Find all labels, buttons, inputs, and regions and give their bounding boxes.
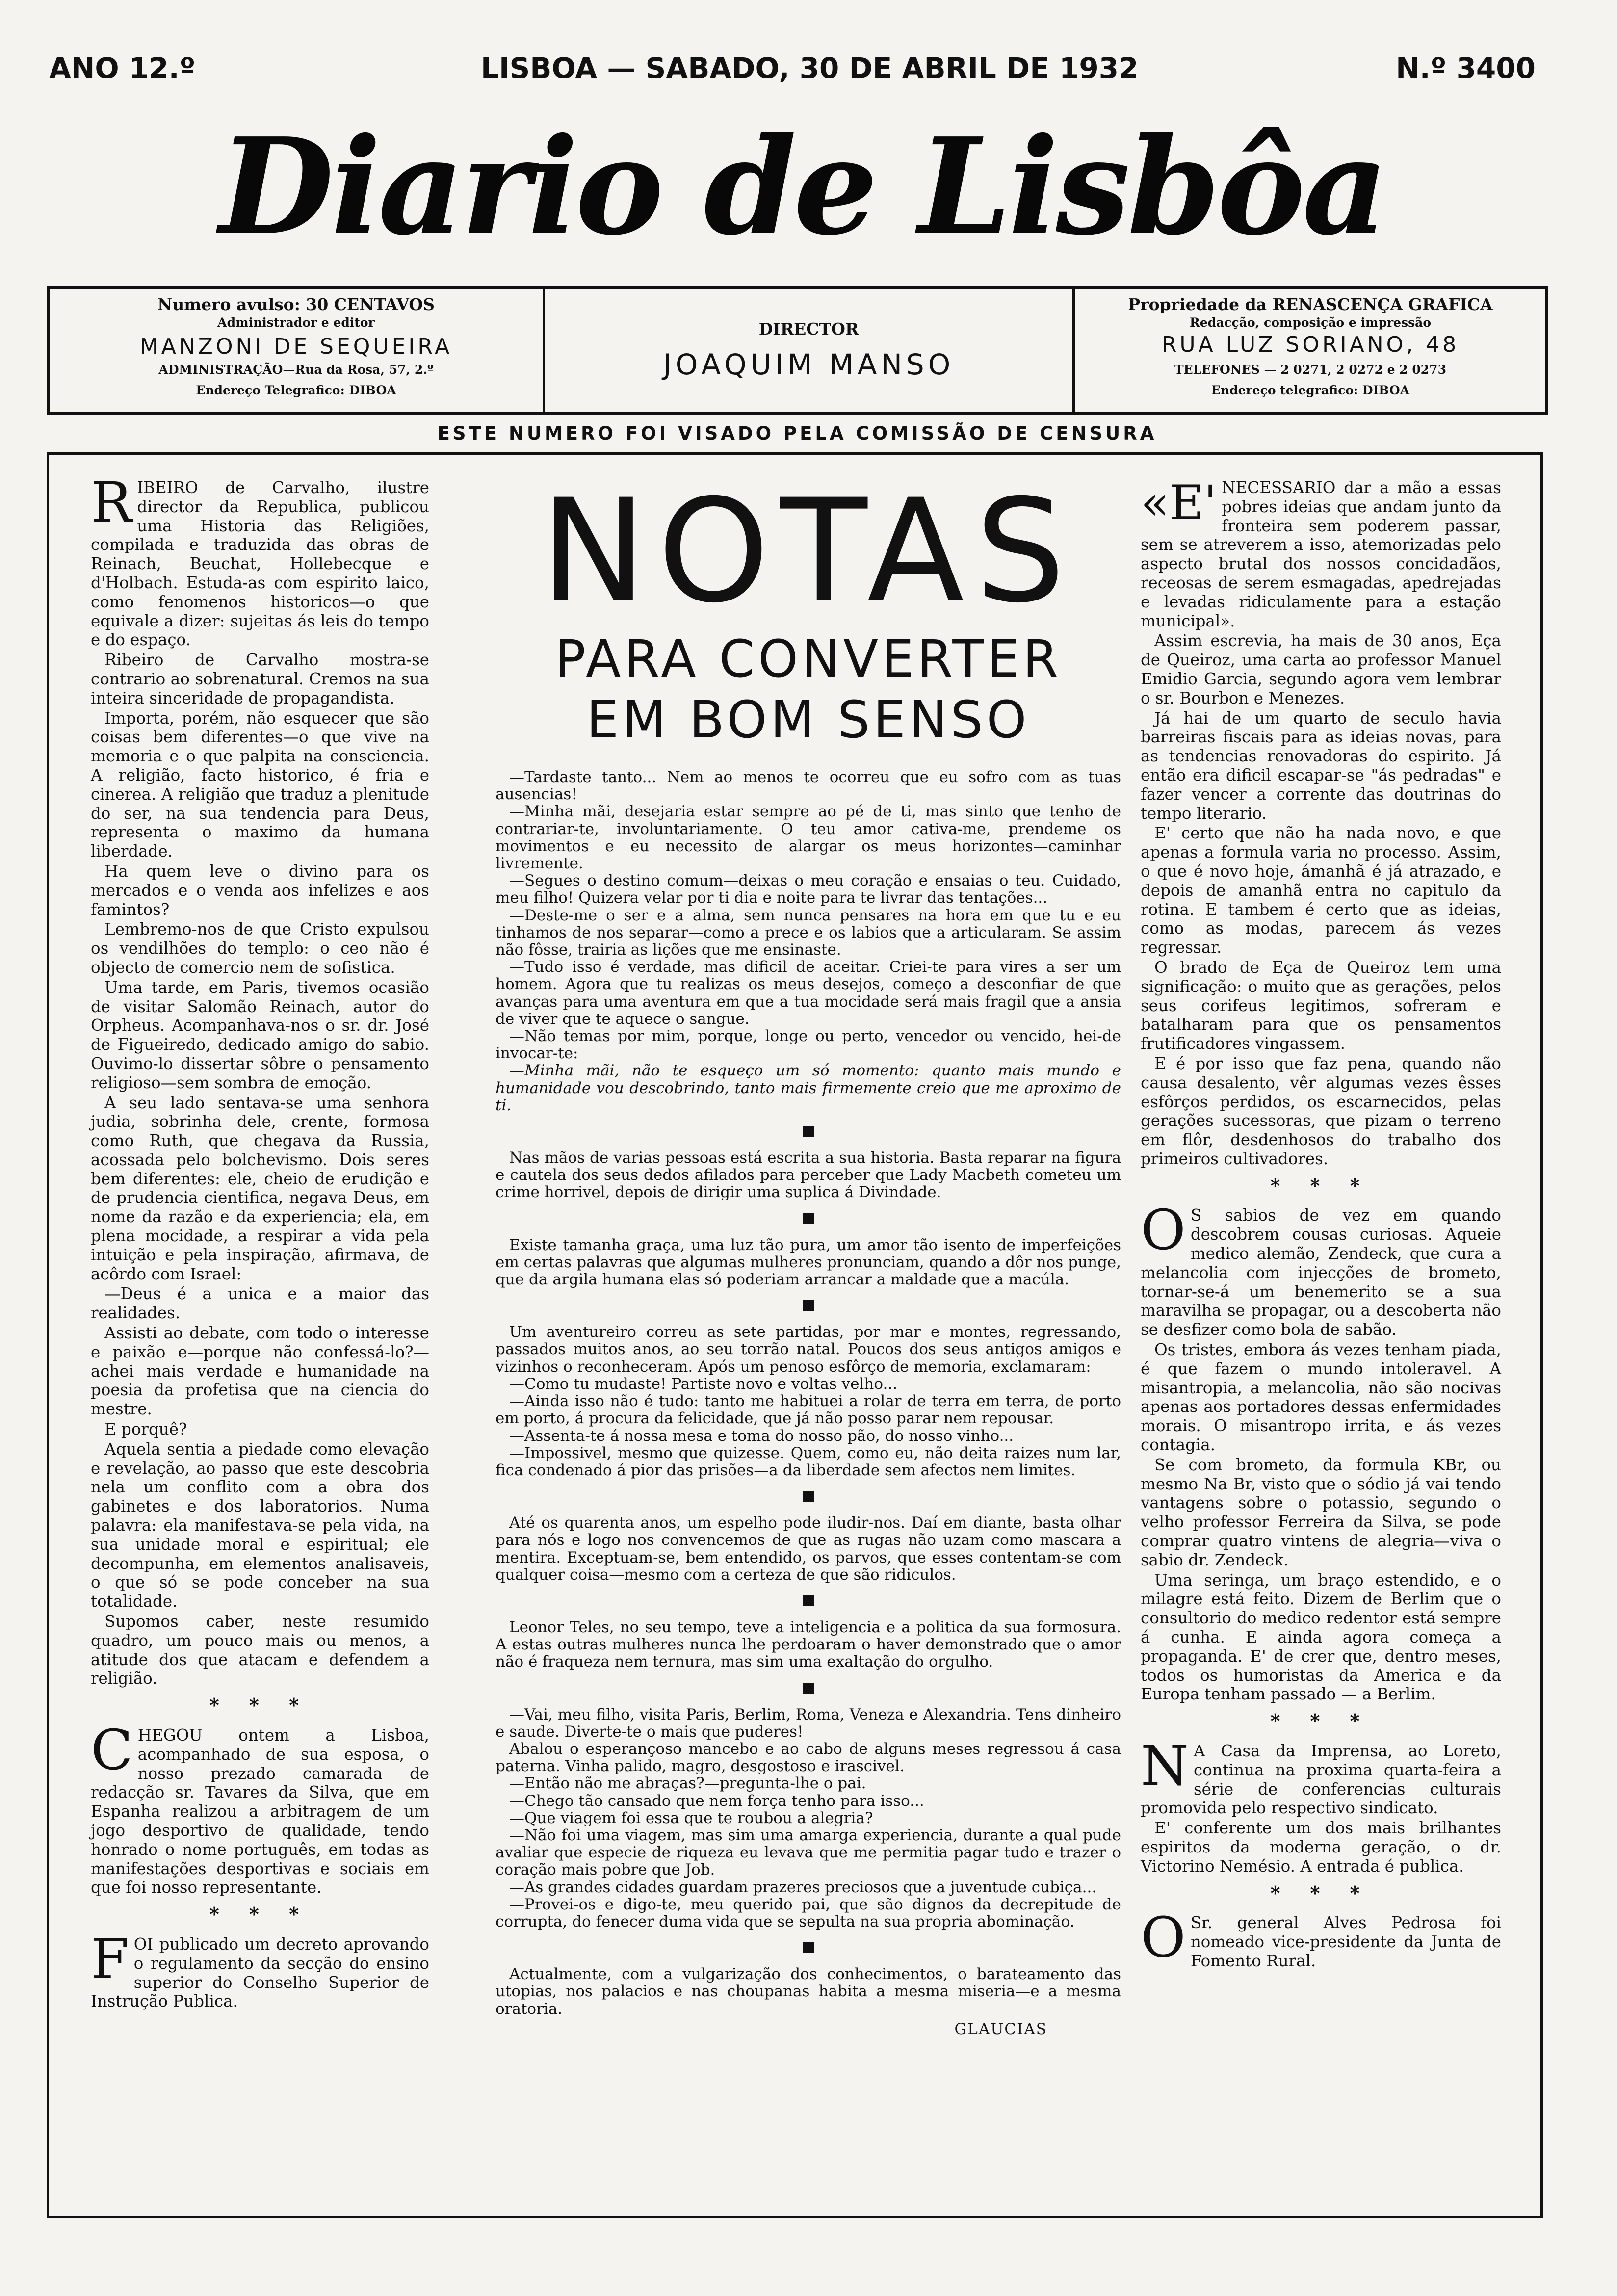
paragraph: Sr. general Alves Pedrosa foi nomeado vice-presidente da Junta de Fomento Rural. xyxy=(1190,1913,1501,1970)
square-separator-icon xyxy=(803,1942,814,1953)
drop-cap: F xyxy=(91,1927,129,1991)
info-left xyxy=(50,289,545,412)
square-separator-icon xyxy=(803,1126,814,1137)
author-signature: GLAUCIAS xyxy=(954,2020,1047,2038)
paragraph: —Minha mãi, não te esqueço um só momento: quanto mais mundo e humanidade vou descobrindo, tanto mais firmemente creio que me aproximo de ti. xyxy=(496,1062,1121,1114)
paragraph: Se com brometo, da formula KBr, ou mesmo Na Br, visto que o sódio já vai tendo vantagens sobre o potassio, segundo o velho professor Ferreira da Silva, se pode comprar quatro vintens de alegria—viva o sabio dr. Zendeck. xyxy=(1141,1455,1501,1569)
paragraph: E porquê? xyxy=(104,1420,187,1439)
paragraph: Abalou o esperançoso mancebo e ao cabo de alguns meses regressou á casa paterna. Vinha palido, magro, desgostoso e irascivel. xyxy=(496,1740,1121,1775)
square-separator-icon xyxy=(803,1491,814,1502)
year-label: ANO 12.º xyxy=(49,52,196,85)
paragraph: Um aventureiro correu as sete partidas, por mar e montes, regressando, passados muitos anos, ao seu torrão natal. Poucos dos seus antigos amigos e vizinhos o reconheceram. Após um penoso esfôrço de memoria, exclamaram: xyxy=(496,1323,1121,1376)
price-line: Numero avulso: 30 CENTAVOS xyxy=(157,295,435,314)
square-separator-icon xyxy=(803,1683,814,1694)
admin-name: MANZONI DE SEQUEIRA xyxy=(139,334,453,359)
square-separator-icon xyxy=(803,1213,814,1224)
paragraph: Existe tamanha graça, uma luz tão pura, um amor tão isento de imperfeições em certas palavras que algumas mulheres pronunciam, quando a dôr nos punge, que da argila humana elas só poderiam arrancar a maldade que a macúla. xyxy=(496,1236,1121,1289)
paragraph: Assim escrevia, ha mais de 30 anos, Eça de Queiroz, uma carta ao professor Manuel Emidio Garcia, segundo agora vem lembrar o sr. Bourbon e Menezes. xyxy=(1141,631,1501,707)
section-separator: * * * xyxy=(209,1903,311,1926)
drop-cap: O xyxy=(1141,1199,1186,1263)
printing-label: Redacção, composição e impressão xyxy=(1189,315,1432,330)
paragraph: —Não temas por mim, porque, longe ou perto, vencedor ou vencido, hei-de invocar-te: xyxy=(496,1027,1121,1063)
paragraph: Uma tarde, em Paris, tivemos ocasião de visitar Salomão Reinach, autor do Orpheus. Acompanhava-nos o sr. dr. José de Figueiredo, dedicado amigo do sabio. Ouvimo-lo dissertar sôbre o pensamento religioso—sem sombra de emoção. xyxy=(91,978,429,1092)
paragraph: —As grandes cidades guardam prazeres preciosos que a juventude cubiça... xyxy=(509,1878,1097,1896)
admin-address: ADMINISTRAÇÃO—Rua da Rosa, 57, 2.º xyxy=(158,363,434,377)
phone-numbers: TELEFONES — 2 0271, 2 0272 e 2 0273 xyxy=(1174,363,1446,377)
section-separator: * * * xyxy=(209,1694,311,1717)
paragraph: NECESSARIO dar a mão a essas pobres ideias que andam junto da fronteira sem poderem passar, sem se atreverem a isso, atemorizadas pelo aspecto brutal dos nossos concidadãos, receosas de serem esmagadas, apedrejadas e levadas ridiculamente para a estação municipal». xyxy=(1141,478,1501,630)
paragraph: Supomos caber, neste resumido quadro, um pouco mais ou menos, a atitude dos que atacam e defendem a religião. xyxy=(91,1612,429,1688)
paragraph: —Como tu mudaste! Partiste novo e voltas velho... xyxy=(509,1375,898,1393)
paragraph: S sabios de vez em quando descobrem cousas curiosas. Aqueie medico alemão, Zendeck, que cura a melancolia com injecções de brometo, tornar-se-á um benemerito se a sua maravilha se propagar, ou a descoberta não se desfizer como bola de sabão. xyxy=(1141,1206,1501,1339)
paragraph: —Não foi uma viagem, mas sim uma amarga experiencia, durante a qual pude avaliar que especie de riqueza eu levava que me permitia pagar tudo e trazer o coração mais pobre que Job. xyxy=(496,1826,1121,1879)
director-name: JOAQUIM MANSO xyxy=(663,348,955,381)
telegraph-address-right: Endereço telegrafico: DIBOA xyxy=(1211,383,1410,397)
paragraph: —Tardaste tanto... Nem ao menos te ocorreu que eu sofro com as tuas ausencias! xyxy=(496,768,1121,804)
director-label: DIRECTOR xyxy=(758,319,859,339)
paragraph: IBEIRO de Carvalho, ilustre director da Republica, publicou uma Historia das Religiões, compilada e traduzida das obras de Reinach, Beuchat, Hollebecque e d'Holbach. Estuda-as com espirito laico, como fenomenos historicos—o que equivale a dizer: sujeitas ás leis do tempo e do espaço. xyxy=(91,478,429,650)
dateline-bar xyxy=(49,52,1536,96)
paragraph: Os tristes, embora ás vezes tenham piada, é que fazem o mundo intoleravel. A misantropia, a melancolia, não são nocivas apenas aos portadores dessas enfermidades morais. O misantropo irrita, e ás vezes contagia. xyxy=(1141,1340,1501,1455)
center-column xyxy=(496,469,1121,2038)
paragraph: Aquela sentia a piedade como elevação e revelação, ao passo que este descobria nela um conflito com a obra dos gabinetes e dos laboratorios. Numa palavra: ela manifestava-se pela vida, na sua unidade moral e espiritual; ele decompunha, em elementos analisaveis, o que só se pode conceber na sua totalidade. xyxy=(91,1439,429,1611)
drop-cap: C xyxy=(91,1719,133,1782)
drop-cap: «E' xyxy=(1141,475,1217,530)
paragraph: —Assenta-te á nossa mesa e toma do nosso pão, do nosso vinho... xyxy=(509,1427,1014,1445)
paragraph: —Segues o destino comum—deixas o meu coração e ensaias o teu. Cuidado, meu filho! Quizera velar por ti dia e noite para te livrar das tentações... xyxy=(496,872,1121,907)
paragraph: Importa, porém, não esquecer que são coisas bem diferentes—o que vive na memoria e o que palpita na consciencia. A religião, facto historico, é fria e cinerea. A religião que traduz a plenitude do ser, na sua tendencia para Deus, representa o maximo da humana liberdade. xyxy=(91,708,429,861)
issue-number: N.º 3400 xyxy=(1396,52,1536,85)
right-column xyxy=(1141,475,1501,1972)
paragraph: —Então não me abraças?—pregunta-lhe o pai. xyxy=(509,1774,866,1793)
censorship-notice: ESTE NUMERO FOI VISADO PELA COMISSÃO DE CENSURA xyxy=(437,423,1157,444)
owner-line: Propriedade da RENASCENÇA GRAFICA xyxy=(1128,295,1493,314)
section-separator: * * * xyxy=(1270,1710,1372,1732)
paragraph: Lembremo-nos de que Cristo expulsou os vendilhões do templo: o ceo não é objecto de comercio nem de sofistica. xyxy=(91,920,429,977)
office-address: RUA LUZ SORIANO, 48 xyxy=(1161,332,1460,357)
paragraph: Já hai de um quarto de seculo havia barreiras fiscais para as ideias novas, para as tendencias renovadoras do espirito. Já então era dificil escapar-se "ás pedradas" e fazer vencer a corrente das doutrinas do tempo literario. xyxy=(1141,708,1501,823)
paragraph: —Chego tão cansado que nem força tenho para isso... xyxy=(509,1792,924,1810)
paragraph: Ribeiro de Carvalho mostra-se contrario ao sobrenatural. Cremos na sua inteira sinceridade de propagandista. xyxy=(91,651,429,707)
article-subtitle: EM BOM SENSO xyxy=(586,690,1030,750)
paragraph: E é por isso que faz pena, quando não causa desalento, vêr algumas vezes êsses esfôrços perdidos, os escarnecidos, pelas gerações sucessoras, que pizam o terreno em flôr, desdenhosos do trabalho dos primeiros cultivadores. xyxy=(1141,1054,1501,1168)
paragraph: —Impossivel, mesmo que quizesse. Quem, como eu, não deita raizes num lar, fica condenado á pior das prisões—a da liberdade sem afectos nem limites. xyxy=(496,1444,1121,1479)
paragraph: —Provei-os e digo-te, meu querido pai, que são dignos da decrepitude de corrupta, do fenecer duma vida que se sepulta na sua propria abominação. xyxy=(496,1895,1121,1931)
paragraph: —Deste-me o ser e a alma, sem nunca pensares na hora em que tu e eu tinhamos de nos separar—como a prece e os labios que a articularam. Se assim não fôsse, trairia as lições que me ensinaste. xyxy=(496,906,1121,959)
paragraph: Uma seringa, um braço estendido, e o milagre está feito. Dizem de Berlim que o consultorio do medico redentor está sempre á cunha. E ainda agora começa a propaganda. E' de crer que, dentro meses, todos os humoristas da America e da Europa tenham passado — a Berlim. xyxy=(1141,1570,1501,1704)
info-box xyxy=(47,286,1548,415)
info-center xyxy=(545,289,1075,412)
telegraph-address: Endereço Telegrafico: DIBOA xyxy=(196,383,396,397)
section-separator: * * * xyxy=(1270,1881,1372,1904)
article-body xyxy=(496,769,1121,2038)
admin-label: Administrador e editor xyxy=(217,315,375,330)
paragraph: —Ainda isso não é tudo: tanto me habituei a rolar de terra em terra, de porto em porto, á procura da felicidade, que já não posso parar nem repousar. xyxy=(496,1392,1121,1428)
masthead-title: Diario de Lisbôa xyxy=(219,108,1385,264)
square-separator-icon xyxy=(803,1300,814,1311)
article-title: NOTAS xyxy=(540,469,1076,634)
drop-cap: R xyxy=(91,471,132,535)
paragraph: Leonor Teles, no seu tempo, teve a inteligencia e a politica da sua formosura. A estas outras mulheres nunca lhe perdoaram o haver demonstrado que o amor não é fraqueza nem ternura, mas sim uma exaltação do orgulho. xyxy=(496,1618,1121,1671)
paragraph: —Minha mãi, desejaria estar sempre ao pé de ti, mas sinto que tenho de contrariar-te, involuntariamente. O teu amor cativa-me, prendeme os movimentos e eu necessito de alargar os meus horizontes—caminhar livremente. xyxy=(496,803,1121,873)
paragraph: OI publicado um decreto aprovando o regulamento da secção do ensino superior do Conselho Superior de Instrução Publica. xyxy=(91,1934,429,2011)
drop-cap: N xyxy=(1141,1734,1189,1798)
section-separator: * * * xyxy=(1270,1174,1372,1197)
paragraph: HEGOU ontem a Lisboa, acompanhado de sua esposa, o nosso prezado camarada de redacção sr. Tavares da Silva, que em Espanha realizou a arbitragem de um jogo desportivo de qualidade, tendo honrado o nome português, em todas as manifestações desportivas e sociais em que foi nosso representante. xyxy=(91,1726,429,1897)
left-column xyxy=(91,471,429,2012)
article-subtitle: PARA CONVERTER xyxy=(555,629,1062,689)
paragraph: E' certo que não ha nada novo, e que apenas a formula varia no processo. Assim, o que é novo hoje, ámanhã é já atrazado, e depois de amanhã entra no capitulo da rotina. E tambem é certo que as ideias, como as modas, parecem ás vezes regressar. xyxy=(1141,824,1501,957)
paragraph: Actualmente, com a vulgarização dos conhecimentos, o barateamento das utopias, nos palacios e nas choupanas habita a mesma miseria—e a mesma oratoria. xyxy=(496,1965,1121,2018)
paragraph: A seu lado sentava-se uma senhora judia, sobrinha dele, crente, formosa como Ruth, que chegava da Russia, acossada pelo bolchevismo. Dois seres bem diferentes: ele, cheio de erudição e de prudencia cientifica, negava Deus, em nome da razão e da experiencia; ela, em plena mocidade, a respirar a vida pela intuição e pela inspiração, afirmava, de acôrdo com Israel: xyxy=(91,1093,429,1283)
date-label: LISBOA — SABADO, 30 DE ABRIL DE 1932 xyxy=(481,52,1139,85)
paragraph: —Vai, meu filho, visita Paris, Berlim, Roma, Veneza e Alexandria. Tens dinheiro e saude. Diverte-te o mais que puderes! xyxy=(496,1705,1121,1741)
paragraph: E' conferente um dos mais brilhantes espiritos da moderna geração, o dr. Victorino Nemésio. A entrada é publica. xyxy=(1141,1819,1501,1876)
paragraph: O brado de Eça de Queiroz tem uma significação: o muito que as gerações, pelos seus corifeus legitimos, sofreram e batalharam para que os pensamentos frutificadores vingassem. xyxy=(1141,958,1501,1053)
paragraph: —Que viagem foi essa que te roubou a alegria? xyxy=(509,1809,873,1827)
paragraph: Até os quarenta anos, um espelho pode iludir-nos. Daí em diante, basta olhar para nós e logo nos convencemos de que as rugas não uzam como mascara a mentira. Exceptuam-se, bem entendido, os parvos, que esses contentam-se com qualquer coisa—mesmo com a certeza de que são ridiculos. xyxy=(496,1514,1121,1584)
info-right xyxy=(1075,289,1546,412)
paragraph: Ha quem leve o divino para os mercados e o venda aos infelizes e aos famintos? xyxy=(91,861,429,919)
paragraph: Assisti ao debate, com todo o interesse e paixão e—porque não confessá-lo?—achei mais verdade e humanidade na poesia da profetisa que na ciencia do mestre. xyxy=(91,1324,429,1419)
square-separator-icon xyxy=(803,1595,814,1606)
paragraph: Nas mãos de varias pessoas está escrita a sua historia. Basta reparar na figura e cautela dos seus dedos afilados para perceber que Lady Macbeth cometeu um crime horrivel, depois de dirigir uma suplica á Divindade. xyxy=(496,1149,1121,1201)
drop-cap: O xyxy=(1141,1906,1186,1970)
paragraph: —Deus é a unica e a maior das realidades. xyxy=(91,1284,429,1323)
paragraph: A Casa da Imprensa, ao Loreto, continua na proxima quarta-feira a série de conferencias culturais promovida pelo respectivo sindicato. xyxy=(1141,1742,1501,1818)
paragraph: —Tudo isso é verdade, mas dificil de aceitar. Criei-te para vires a ser um homem. Agora que tu realizas os meus desejos, começo a desconfiar de que avanças para uma aventura em que a tua mocidade será mais fragil que a ansia de viver que te aquece o sangue. xyxy=(496,958,1121,1028)
